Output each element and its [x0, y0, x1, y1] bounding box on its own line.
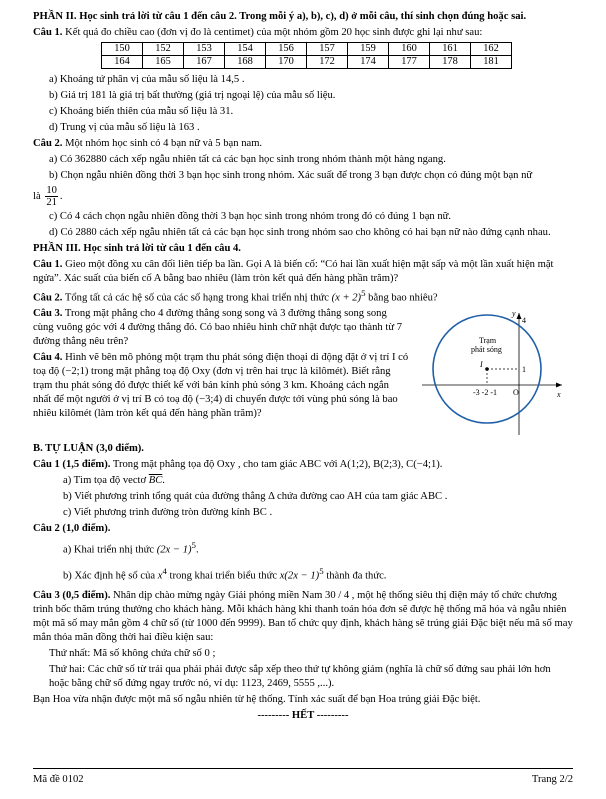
height-table — [101, 42, 512, 69]
partB-heading: B. TỰ LUẬN (3,0 điểm). — [33, 443, 144, 455]
fraction-lead: là — [33, 190, 41, 202]
table-cell: 172 — [307, 55, 348, 68]
partB-q2-b — [33, 566, 573, 584]
q-label: Câu 1 (1,5 điểm). — [33, 459, 111, 471]
q-text: Tổng tất cả các hệ số của các số hạng trong khai triển nhị thức — [64, 292, 329, 304]
exam-page — [33, 10, 573, 725]
option-text: a) Khai triển nhị thức — [63, 544, 155, 556]
part3-q1 — [33, 258, 573, 286]
partB-q1-b: b) Viết phương trình tổng quát của đường thẳng Δ chứa đường cao AH của tam giác ABC . — [63, 491, 448, 503]
table-cell: 177 — [389, 55, 430, 68]
y-arrow — [517, 313, 522, 319]
q3-q4-text — [33, 307, 409, 442]
expression: x(2x − 1) — [279, 570, 320, 582]
period: . — [195, 544, 199, 556]
binomial: (x + 2) — [331, 292, 362, 304]
option-d: d) Trung vị của mẫu số liệu là 163 . — [49, 121, 200, 133]
point-i-label: I — [480, 360, 483, 370]
table-cell: 153 — [184, 42, 225, 55]
point-i — [485, 367, 489, 371]
x-label: x — [557, 390, 561, 400]
partB-q2-a — [33, 540, 573, 558]
option-c: c) Có 4 cách chọn ngẫu nhiên đồng thời 3 bạn học sinh trong nhóm trong đó có đúng 1 bạn nữ. — [49, 210, 452, 222]
option-b: b) Giá trị 181 là giá trị bất thường (giá trị ngoại lệ) của mẫu số liệu. — [49, 89, 336, 101]
part3-q2 — [33, 288, 573, 306]
option-c: c) Khoảng biến thiên của mẫu số liệu là 31. — [49, 105, 234, 117]
end-mark: --------- HẾT --------- — [257, 709, 349, 721]
part3-q3 — [33, 307, 409, 349]
table-cell: 160 — [389, 42, 430, 55]
option-a: a) Có 362880 cách xếp ngẫu nhiên tất cả các bạn học sinh trong nhóm thành một hàng ngang. — [49, 153, 446, 165]
q-label: Câu 3 (0,5 điểm). — [33, 590, 111, 602]
numerator: 10 — [46, 184, 57, 196]
q-label: Câu 1. — [33, 258, 63, 270]
y-label: y — [512, 309, 516, 319]
coordinate-diagram — [417, 307, 567, 437]
q-label: Câu 1. — [33, 26, 63, 38]
part3-heading: PHẦN III. Học sinh trả lời từ câu 1 đến câu 4. — [33, 242, 241, 254]
partB-q3 — [33, 589, 573, 645]
table-cell: 164 — [102, 55, 143, 68]
table-cell: 157 — [307, 42, 348, 55]
table-cell: 170 — [266, 55, 307, 68]
table-cell: 152 — [143, 42, 184, 55]
station-label-2: phát sóng — [471, 345, 502, 355]
partB-q1-a — [33, 474, 573, 488]
part3-q4 — [33, 351, 409, 421]
exponent: 5 — [319, 565, 324, 576]
table-row — [102, 42, 512, 55]
table-cell: 181 — [471, 55, 512, 68]
q-text: Trong mặt phẳng tọa độ Oxy , cho tam giác ABC với A(1;2), B(2;3), C(−4;1). — [112, 459, 443, 471]
table-cell: 150 — [102, 42, 143, 55]
partB-q1 — [33, 458, 573, 472]
part2-q2 — [33, 137, 573, 151]
binomial: (2x − 1) — [156, 544, 192, 556]
table-cell: 168 — [225, 55, 266, 68]
table-cell: 159 — [348, 42, 389, 55]
table-row — [102, 55, 512, 68]
table-cell: 161 — [430, 42, 471, 55]
table-cell: 162 — [471, 42, 512, 55]
exponent: 5 — [361, 287, 366, 298]
coverage-figure — [417, 307, 567, 442]
page-number: Trang 2/2 — [531, 774, 573, 785]
tick-1: 1 — [522, 365, 526, 375]
x-arrow — [556, 383, 562, 388]
option-a: a) Khoảng tứ phân vị của mẫu số liệu là 14,5 . — [49, 73, 245, 85]
q3-q4-block — [33, 307, 573, 442]
option-d: d) Có 2880 cách xếp ngẫu nhiên tất cả các bạn học sinh trong nhóm sao cho không có hai bạn nữ nào đứng cạnh nhau. — [49, 226, 551, 238]
station-label: Trạm — [479, 336, 497, 346]
partB-q2-label: Câu 2 (1,0 điểm). — [33, 523, 111, 535]
q-text: Nhân dịp chào mừng ngày Giải phóng miền Nam 30 / 4 , một hệ thống siêu thị điện máy tổ chức chương trình bốc thăm trúng thưởng cho khách hàng. Mỗi khách hàng khi thanh toán hóa đơn sẽ được hệ thống mã hóa và ngẫu nhiên một mã số may mắn gồm 4 chữ số (từ 1000 đến 9999). Ban tổ chức quy định, khách hàng sẽ trúng giải Đặc biệt nếu mã số may mắn thỏa mãn đồng thời hai điều kiện sau: — [33, 590, 573, 643]
option-b-fraction — [33, 185, 573, 208]
tick-4: 4 — [522, 316, 526, 326]
partB-q1-c: c) Viết phương trình đường tròn đường kính BC . — [63, 507, 273, 519]
option-text: thành đa thức. — [326, 570, 387, 582]
table-cell: 156 — [266, 42, 307, 55]
origin-label: O — [513, 388, 519, 398]
table-cell: 165 — [143, 55, 184, 68]
q-label: Câu 4. — [33, 352, 63, 364]
q-label: Câu 2. — [33, 137, 63, 149]
partB-q3-end: Bạn Hoa vừa nhận được một mã số ngẫu nhiên từ hệ thống. Tính xác suất để bạn Hoa trúng giải Đặc biệt. — [33, 693, 481, 705]
condition-2: Thứ hai: Các chữ số từ trái qua phải phải được sắp xếp theo thứ tự không giảm (nghĩa là chữ số đứng sau phải lớn hơn hoặc bằng chữ số đứng ngay trước nó, ví dụ: 1123, 2469, 5555 ,...). — [49, 663, 551, 689]
q-text: Gieo một đồng xu cân đối liên tiếp ba lần. Gọi A là biến cố: “Có hai lần xuất hiện mặt sấp và một lần xuất hiện mặt ngửa”. Xác suất của biến cố A bằng bao nhiêu (làm tròn kết quả đến hàng phần trăm)? — [33, 258, 554, 284]
option-text: a) Tìm tọa độ vectơ — [63, 475, 147, 487]
table-cell: 178 — [430, 55, 471, 68]
exam-code: Mã đề 0102 — [33, 774, 84, 785]
table-cell: 167 — [184, 55, 225, 68]
q-text: Kết quả đo chiều cao (đơn vị đo là centimet) của một nhóm gồm 20 học sinh được ghi lại như sau: — [65, 26, 483, 38]
q-text: Trong mặt phẳng cho 4 đường thẳng song song và 3 đường thẳng song song cùng vuông góc với 4 đường thẳng đó. Có bao nhiêu hình chữ nhật được tạo thành từ 7 đường thẳng nêu trên? — [33, 308, 403, 348]
period: . — [59, 190, 63, 202]
tick-x: -3 -2 -1 — [473, 388, 497, 398]
option-text: trong khai triển biểu thức — [169, 570, 278, 582]
q-text: Một nhóm học sinh có 4 bạn nữ và 5 bạn nam. — [65, 137, 263, 149]
fraction — [45, 185, 58, 208]
q-text-end: bằng bao nhiêu? — [368, 292, 438, 304]
table-cell: 154 — [225, 42, 266, 55]
q-label: Câu 3. — [33, 308, 63, 320]
page-footer — [33, 768, 573, 787]
vector-bc: $\overline{BC}$ — [148, 475, 163, 487]
option-b: b) Chọn ngẫu nhiên đồng thời 3 bạn học sinh trong nhóm. Xác suất để trong 3 bạn được chọn có đúng một bạn nữ — [49, 169, 533, 181]
table-cell: 174 — [348, 55, 389, 68]
q-label: Câu 2. — [33, 292, 63, 304]
condition-1: Thứ nhất: Mã số không chứa chữ số 0 ; — [49, 647, 216, 659]
part2-q1 — [33, 26, 573, 40]
q-text: Hình vẽ bên mô phỏng một trạm thu phát sóng điện thoại di động đặt ở vị trí I có toạ độ (−2;1) trong mặt phẳng toạ độ Oxy (đơn vị trên hai trục là kilômét). Biết rằng trạm thu phát sóng đó được thiết kế với bán kính phủ sóng 3 km. Khoảng cách ngắn nhất để một người ở vị trí B có toạ độ (−3;4) di chuyển được tới vùng phủ sóng là bao nhiêu kilômét (làm tròn kết quả đến hàng phần trăm)? — [33, 352, 409, 420]
exponent: 5 — [191, 540, 196, 551]
exponent: 4 — [162, 565, 167, 576]
period: . — [162, 475, 165, 487]
part2-heading: PHẦN II. Học sinh trả lời từ câu 1 đến câu 2. Trong mỗi ý a), b), c), d) ở mỗi câu, thí sinh chọn đúng hoặc sai. — [33, 11, 527, 22]
denominator: 21 — [46, 196, 57, 208]
var-x: x — [157, 570, 163, 582]
option-text: b) Xác định hệ số của — [63, 570, 156, 582]
